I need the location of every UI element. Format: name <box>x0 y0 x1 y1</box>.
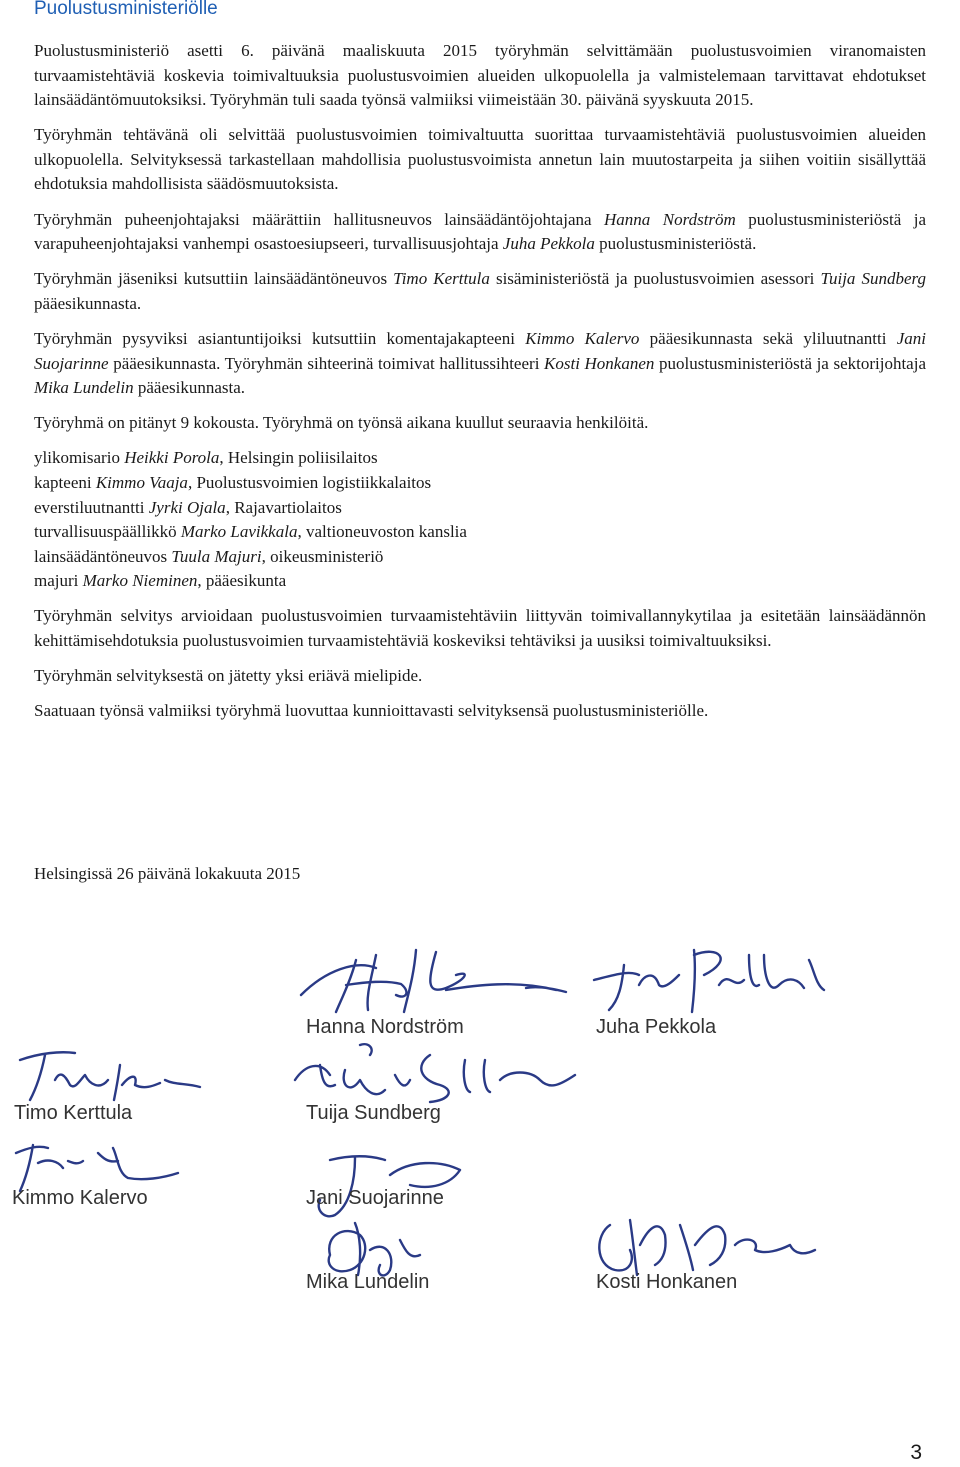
paragraph-8: Työryhmän selvityksestä on jätetty yksi eriävä mielipide. <box>34 666 423 686</box>
person-name: Marko Nieminen <box>82 571 198 591</box>
heard-list-item <box>34 545 926 570</box>
rank: turvallisuuspäällikkö <box>34 522 177 542</box>
text: Työryhmän pysyviksi asiantuntijoiksi kutsuttiin komentajakapteeni <box>34 328 526 348</box>
page-number: 3 <box>910 1441 922 1464</box>
heard-list <box>34 446 926 594</box>
text: sisäministeriöstä ja puolustusvoimien asessori <box>489 269 821 289</box>
page-header-title: Puolustusministeriölle <box>34 0 218 19</box>
signature-name-tuija-sundberg: Tuija Sundberg <box>306 1102 441 1124</box>
organization: , Rajavartiolaitos <box>225 497 342 517</box>
organization: , Helsingin poliisilaitos <box>219 448 378 468</box>
text: pääesikunnasta. <box>34 293 142 313</box>
signature-tuija-sundberg <box>290 1040 610 1110</box>
person-name: Jani Suojarinne <box>34 328 927 373</box>
text: Työryhmän puheenjohtajaksi määrättiin hallitusneuvos lainsäädäntöjohtajana <box>34 209 605 229</box>
organization: , pääesikunta <box>197 571 287 591</box>
text: pääesikunnasta. Työryhmän sihteerinä toimivat hallitussihteeri <box>108 353 545 373</box>
rank: ylikomisario <box>34 448 120 468</box>
signature-kimmo-kalervo <box>8 1133 198 1193</box>
text: Työryhmän jäseniksi kutsuttiin lainsäädäntöneuvos <box>34 269 394 289</box>
paragraph-9: Saatuaan työnsä valmiiksi työryhmä luovuttaa kunnioittavasti selvityksensä puolustusministeriölle. <box>34 701 709 721</box>
signature-name-juha-pekkola: Juha Pekkola <box>596 1016 717 1038</box>
person-name: Kimmo Kalervo <box>525 328 640 348</box>
person-name: Jyrki Ojala <box>148 497 226 517</box>
organization: , valtioneuvoston kanslia <box>297 522 467 542</box>
signature-timo-kerttula <box>10 1045 210 1105</box>
signature-name-jani-suojarinne: Jani Suojarinne <box>306 1187 444 1209</box>
signature-name-hanna-nordstrom: Hanna Nordström <box>306 1016 464 1038</box>
person-name: Tuula Majuri <box>171 546 262 566</box>
heard-list-item <box>34 496 926 521</box>
paragraph-2: Työryhmän tehtävänä oli selvittää puolustusvoimien toimivaltuutta suorittaa turvaamistehtäviä puolustusvoimien alueiden ulkopuolella. Selvityksessä tarkastellaan mahdollisia puolustusvoimista annetun lain muutostarpeita ja siihen voitiin sisällyttää ehdotuksia mahdollisista säädösmuutoksista. <box>34 125 926 194</box>
heard-list-item <box>34 520 926 545</box>
paragraph-5 <box>34 327 926 401</box>
person-name: Hanna Nordström <box>604 209 736 229</box>
heard-list-item <box>34 569 926 594</box>
person-name: Kosti Honkanen <box>544 353 655 373</box>
person-name: Mika Lundelin <box>34 378 134 398</box>
text: pääesikunnasta sekä yliluutnantti <box>639 328 897 348</box>
signature-name-timo-kerttula: Timo Kerttula <box>14 1102 133 1124</box>
person-name: Juha Pekkola <box>502 234 595 254</box>
rank: lainsäädäntöneuvos <box>34 546 168 566</box>
place-and-date: Helsingissä 26 päivänä lokakuuta 2015 <box>34 864 301 883</box>
signature-name-kosti-honkanen: Kosti Honkanen <box>596 1271 738 1293</box>
signature-name-kimmo-kalervo: Kimmo Kalervo <box>12 1187 148 1209</box>
person-name: Timo Kerttula <box>393 269 490 289</box>
text: puolustusministeriöstä. <box>594 234 757 254</box>
paragraph-7: Työryhmän selvitys arvioidaan puolustusvoimien turvaamistehtäviin liittyvän toimivallannykytilaa ja esitetään lainsäädännön kehittämisehdotuksia puolustusvoimien turvaamistehtäviä koskeviksi tehtäviksi ja uusiksi toimivaltuuksiksi. <box>34 606 926 650</box>
heard-list-item <box>34 446 926 471</box>
text: puolustusministeriöstä ja sektorijohtaja <box>654 353 926 373</box>
rank: everstiluutnantti <box>34 497 145 517</box>
text: pääesikunnasta. <box>133 378 246 398</box>
paragraph-1: Puolustusministeriö asetti 6. päivänä maaliskuuta 2015 työryhmän selvittämään puolustusvoimien viranomaisten turvaamistehtäviä koskevia toimivaltuuksia puolustusvoimien alueiden ulkopuolella ja valmistelemaan tarvittavat ehdotukset lainsäädäntömuutoksiksi. Työryhmän tuli saada työnsä valmiiksi viimeistään 30. päivänä syyskuuta 2015. <box>34 41 926 110</box>
heard-list-item <box>34 471 926 496</box>
paragraph-4 <box>34 267 926 316</box>
person-name: Heikki Porola <box>124 448 220 468</box>
person-name: Marko Lavikkala <box>180 522 298 542</box>
organization: , oikeusministeriö <box>261 546 384 566</box>
letter-body <box>34 39 926 734</box>
rank: kapteeni <box>34 472 92 492</box>
text: puolustusministeriöstä ja varapuheenjohtajaksi vanhempi osastoesiupseeri, turvallisuusjohtaja <box>34 209 926 254</box>
person-name: Tuija Sundberg <box>820 269 926 289</box>
person-name: Kimmo Vaaja <box>95 472 188 492</box>
signature-name-mika-lundelin: Mika Lundelin <box>306 1271 430 1293</box>
rank: majuri <box>34 571 79 591</box>
paragraph-6: Työryhmä on pitänyt 9 kokousta. Työryhmä on työnsä aikana kuullut seuraavia henkilöitä. <box>34 413 649 433</box>
signature-hanna-nordstrom <box>296 940 596 1020</box>
organization: , Puolustusvoimien logistiikkalaitos <box>187 472 432 492</box>
paragraph-3 <box>34 208 926 257</box>
signature-juha-pekkola <box>584 940 844 1020</box>
